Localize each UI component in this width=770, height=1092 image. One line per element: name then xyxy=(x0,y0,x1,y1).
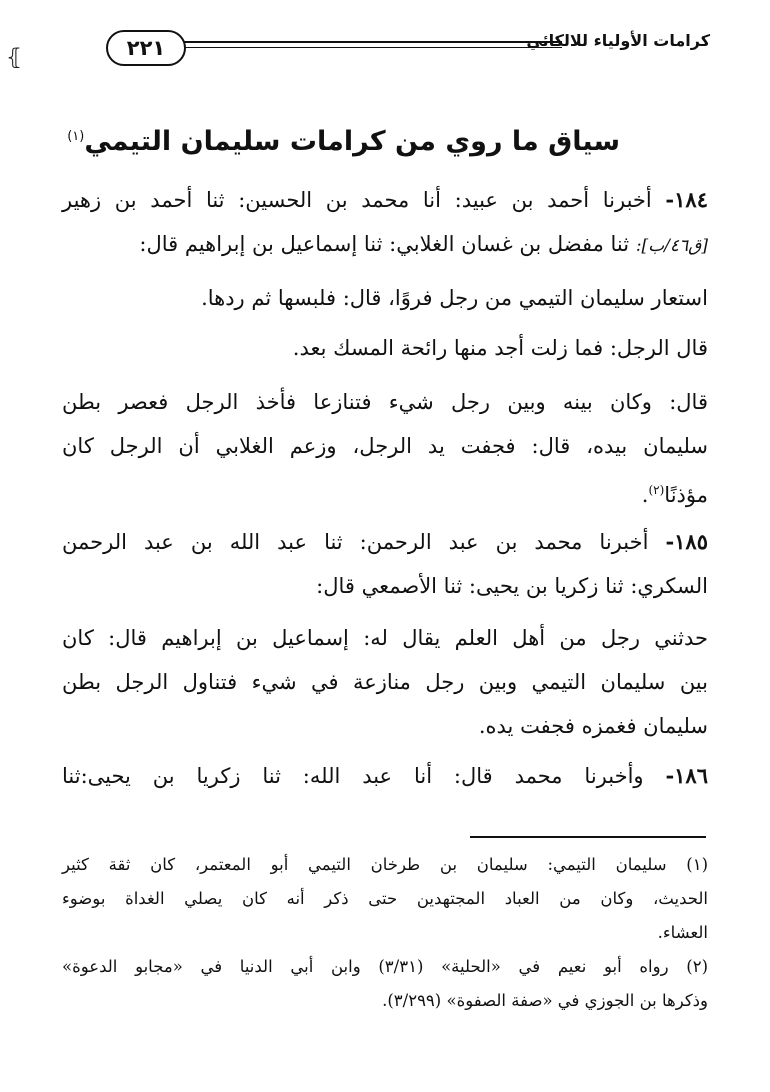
hadith-number: ١٨٦- xyxy=(665,763,708,788)
footnote-line: وذكرها بن الجوزي في «صفة الصفوة» (٣/٢٩٩). xyxy=(382,991,708,1010)
paragraph xyxy=(62,616,708,748)
section-title-text: سياق ما روي من كرامات سليمان التيمي xyxy=(84,126,620,157)
paragraph-line: ١٨٥- أخبرنا محمد بن عبد الرحمن: ثنا عبد الله بن عبد الرحمن xyxy=(62,529,708,554)
paragraph-line: ١٨٦- وأخبرنا محمد قال: أنا عبد الله: ثنا زكريا بن يحيى:ثنا xyxy=(62,763,708,788)
footnote-line: (٢) رواه أبو نعيم في «الحلية» (٣/٣١) وابن أبي الدنيا في «مجابو الدعوة» xyxy=(62,957,708,976)
paragraph-line: قال: وكان بينه وبين رجل شيء فتنازعا فأخذ الرجل فعصر بطن xyxy=(62,390,708,414)
paragraph-line: ١٨٤- أخبرنا أحمد بن عبيد: أنا محمد بن الحسين: ثنا أحمد بن زهير xyxy=(62,187,708,212)
section-title xyxy=(67,126,620,157)
footnote-line: العشاء. xyxy=(657,923,708,942)
title-footnote-mark: (١) xyxy=(67,129,85,144)
paragraph-line: حدثني رجل من أهل العلم يقال له: إسماعيل بن إبراهيم قال: كان xyxy=(62,626,708,650)
paragraph-line: مؤذنًا$^{(٢)}$. xyxy=(641,483,708,507)
hadith-number: ١٨٥- xyxy=(665,529,708,554)
paragraph-line: قال الرجل: فما زلت أجد منها رائحة المسك بعد. xyxy=(292,336,708,360)
footnote-line: الحديث، وكان من العباد المجتهدين حتى ذكر أنه كان يصلي الغداة بوضوء xyxy=(62,889,708,908)
paragraph-line: سليمان فغمزه فجفت يده. xyxy=(478,714,708,738)
paragraph-line: [ق٤٦/ب]: ثنا مفضل بن غسان الغلابي: ثنا إسماعيل بن إبراهيم قال: xyxy=(139,232,708,256)
hadith-number: ١٨٤- xyxy=(665,187,708,212)
footnote-2 xyxy=(62,950,708,1018)
page-number: ٢٢١ xyxy=(106,30,186,66)
paragraph-185 xyxy=(62,520,708,608)
page-header xyxy=(100,26,710,70)
paragraph-line: السكري: ثنا زكريا بن يحيى: ثنا الأصمعي قال: xyxy=(316,574,708,598)
paragraph-184 xyxy=(62,178,708,268)
paragraph-line: سليمان بيده، قال: فجفت يد الرجل، وزعم الغلابي أن الرجل كان xyxy=(62,434,708,458)
paragraph xyxy=(62,326,708,370)
footnote-line: (١) سليمان التيمي: سليمان بن طرخان التيمي أبو المعتمر، كان ثقة كثير xyxy=(62,855,708,874)
footnote-mark: (٢) xyxy=(648,483,665,497)
paragraph-line: بين سليمان التيمي وبين رجل منازعة في شيء فتناول الرجل بطن xyxy=(62,670,708,694)
paragraph-186 xyxy=(62,754,708,798)
footnote-separator xyxy=(470,836,706,838)
header-rule xyxy=(184,41,562,48)
footnote-1 xyxy=(62,848,708,950)
paragraph xyxy=(62,276,708,320)
margin-scan-mark: ⦃ xyxy=(6,45,23,70)
paragraph-line: استعار سليمان التيمي من رجل فروًا، قال: فلبسها ثم ردها. xyxy=(201,286,708,310)
running-title: كرامات الأولياء للالكائي xyxy=(526,31,710,50)
paragraph xyxy=(62,380,708,517)
manuscript-reference: [ق٤٦/ب]: xyxy=(635,236,708,256)
